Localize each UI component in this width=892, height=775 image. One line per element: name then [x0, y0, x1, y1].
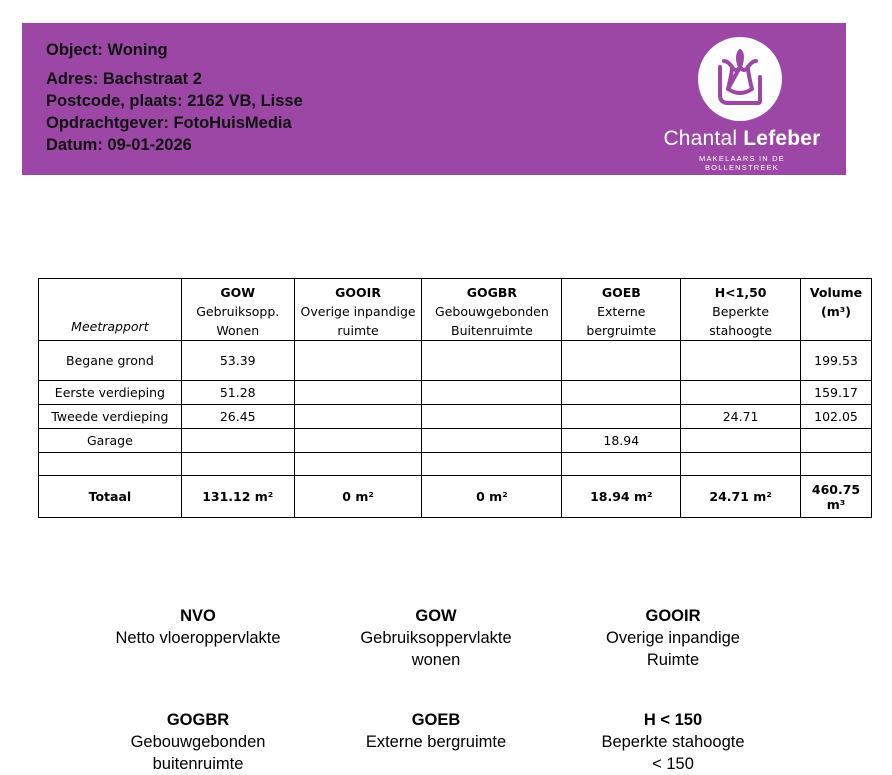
legend-code: GOW: [415, 607, 457, 625]
postcode-line: Postcode, plaats: 2162 VB, Lisse: [46, 92, 303, 110]
logo-wordmark: [662, 127, 822, 151]
table-cell: [681, 429, 801, 453]
column-code: GOGBR: [466, 285, 518, 300]
row-label: [39, 453, 182, 476]
table-row: [39, 381, 872, 405]
column-header: [422, 279, 562, 341]
legend-code: NVO: [180, 607, 216, 625]
legend-line2: < 150: [652, 755, 694, 773]
column-header: [294, 279, 422, 341]
table-cell: [422, 453, 562, 476]
table-cell: [562, 453, 681, 476]
table-cell: [181, 429, 294, 453]
table-row: [39, 429, 872, 453]
table-row: [39, 341, 872, 381]
column-code: H<1,50: [714, 285, 767, 300]
client-line: Opdrachtgever: FotoHuisMedia: [46, 114, 292, 132]
legend-line1: Gebouwgebonden: [130, 733, 266, 751]
total-cell: 0 m²: [422, 476, 562, 518]
column-line1: Gebruiksopp.: [196, 304, 280, 319]
report-header: [22, 23, 846, 175]
legend-line1: Externe bergruimte: [365, 733, 507, 751]
column-line2: bergruimte: [586, 323, 657, 338]
column-code: GOEB: [601, 285, 641, 300]
corner-label: Meetrapport: [39, 279, 182, 341]
table-cell: [294, 429, 422, 453]
legend-item: [316, 709, 556, 753]
logo-last-name: Lefeber: [743, 127, 821, 150]
table-cell: [422, 341, 562, 381]
column-header: [801, 279, 872, 341]
total-cell: 18.94 m²: [562, 476, 681, 518]
column-line1: Externe: [597, 304, 646, 319]
table-cell: [422, 381, 562, 405]
company-logo: [662, 37, 822, 172]
legend-item: [78, 605, 318, 649]
table-cell: [422, 405, 562, 429]
legend-item: [553, 709, 793, 775]
column-code: GOW: [220, 285, 256, 300]
column-code: GOOIR: [335, 285, 381, 300]
legend-item: [78, 709, 318, 775]
table-cell: [681, 381, 801, 405]
column-line2: ruimte: [337, 323, 379, 338]
table-cell: [562, 341, 681, 381]
row-label: Eerste verdieping: [39, 381, 182, 405]
total-label: Totaal: [39, 476, 182, 518]
legend-code: H < 150: [643, 711, 703, 729]
column-line1: Gebouwgebonden: [435, 304, 549, 319]
legend-line2: Ruimte: [646, 651, 700, 669]
table-cell: [422, 429, 562, 453]
table-cell: [801, 429, 872, 453]
legend-item: [316, 605, 556, 671]
total-cell: 460.75 m³: [801, 476, 872, 518]
column-line2: Buitenruimte: [451, 323, 533, 338]
total-cell: 24.71 m²: [681, 476, 801, 518]
column-line2: stahoogte: [709, 323, 773, 338]
table-cell: [562, 381, 681, 405]
legend-line2: wonen: [411, 651, 461, 669]
column-line1: (m³): [821, 304, 851, 319]
table-cell: [181, 453, 294, 476]
table-row: [39, 405, 872, 429]
table-cell: [681, 341, 801, 381]
legend-line2: buitenruimte: [152, 755, 244, 773]
table-row: [39, 453, 872, 476]
table-cell: 51.28: [181, 381, 294, 405]
table-cell: 199.53: [801, 341, 872, 381]
logo-first-name: Chantal: [663, 127, 738, 150]
row-label: Tweede verdieping: [39, 405, 182, 429]
table-cell: [562, 405, 681, 429]
column-line2: Wonen: [216, 323, 260, 338]
table-cell: [294, 453, 422, 476]
legend-line1: Netto vloeroppervlakte: [115, 629, 281, 647]
table-cell: 53.39: [181, 341, 294, 381]
legend-line1: Gebruiksoppervlakte: [360, 629, 512, 647]
total-cell: 131.12 m²: [181, 476, 294, 518]
legend-code: GOGBR: [166, 711, 230, 729]
legend-line1: Overige inpandige: [606, 629, 740, 647]
table-cell: [294, 381, 422, 405]
table-header-row: [39, 279, 872, 341]
address-line: Adres: Bachstraat 2: [46, 70, 202, 88]
table-cell: 159.17: [801, 381, 872, 405]
table-cell: 24.71: [681, 405, 801, 429]
total-row: [39, 476, 872, 518]
tulip-house-icon: [698, 37, 782, 121]
object-line: Object: Woning: [46, 41, 168, 59]
legend-item: [553, 605, 793, 671]
column-line1: Overige inpandige: [300, 304, 416, 319]
table-cell: [681, 453, 801, 476]
report-details: [46, 39, 303, 156]
row-label: Garage: [39, 429, 182, 453]
table-cell: [801, 453, 872, 476]
total-cell: 0 m²: [294, 476, 422, 518]
date-line: Datum: 09-01-2026: [46, 136, 192, 154]
column-header: [681, 279, 801, 341]
table-cell: 102.05: [801, 405, 872, 429]
table-cell: 18.94: [562, 429, 681, 453]
logo-tagline: MAKELAARS IN DE BOLLENSTREEK: [699, 154, 785, 172]
row-label: Begane grond: [39, 341, 182, 381]
legend-code: GOOIR: [645, 607, 701, 625]
table-cell: 26.45: [181, 405, 294, 429]
column-header: [181, 279, 294, 341]
column-line1: Beperkte: [712, 304, 770, 319]
legend-code: GOEB: [411, 711, 461, 729]
column-code: Volume: [809, 285, 863, 300]
legend-line1: Beperkte stahoogte: [601, 733, 745, 751]
table-cell: [294, 405, 422, 429]
measurement-table: [38, 278, 872, 518]
table-cell: [294, 341, 422, 381]
column-header: [562, 279, 681, 341]
